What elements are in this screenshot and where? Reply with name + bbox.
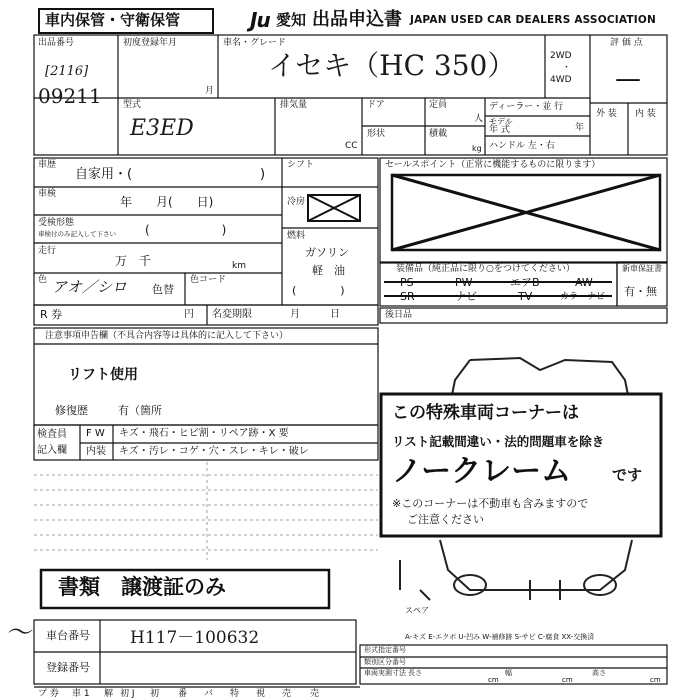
fuel-label: 燃料 [287, 231, 306, 241]
door-label: ドア [367, 100, 385, 110]
receipt-label: 受検形態 [38, 218, 75, 228]
inspection-label: 車検 [38, 189, 57, 199]
r-ticket-label: R 券 [40, 308, 63, 321]
model-label: 型式 [123, 100, 142, 110]
name-change-label: 名変期限 [212, 309, 252, 320]
repair-value: 有（箇所 [118, 404, 162, 417]
special-note1: ※このコーナーは不動車も含みますので [392, 497, 589, 510]
height-cm: cm [650, 676, 661, 684]
listing-number-large: 09211 [38, 84, 102, 108]
special-line3: ノークレーム [392, 454, 572, 489]
equipment-ps: PS [400, 276, 414, 289]
receipt-paren: ( ) [145, 223, 227, 237]
chassis-number-label: 車台番号 [46, 629, 90, 642]
spare-label: スペア [405, 606, 429, 615]
color-label: 色 [38, 275, 48, 285]
special-line2: リスト記載間違い・法的問題車を除き [392, 434, 605, 449]
model-year-sub: 年 式 [489, 125, 510, 135]
rating-exterior: 外 装 [596, 109, 617, 119]
equipment-airbag: エアB [510, 276, 540, 289]
first-reg-label: 初度登録年月 [123, 38, 178, 48]
width-label: 幅 [505, 669, 512, 677]
footer-cell: 番 [178, 689, 188, 699]
margin-mark: ～ [5, 618, 32, 648]
footer-cell: 初 J [120, 689, 135, 699]
color-value: アオ／シロ [52, 278, 127, 296]
equipment-pw: PW [455, 276, 473, 289]
association-name: JAPAN USED CAR DEALERS ASSOCIATION [410, 14, 656, 26]
org-name: 愛知 [276, 11, 307, 29]
drive-4wd: 4WD [550, 75, 572, 85]
repaint-label: 色替 [152, 283, 174, 296]
warranty-label: 新車保証書 [622, 264, 662, 273]
drive-dot: ・ [562, 63, 572, 73]
damage-legend: A-キズ E-エクボ U-凹み W-補修跡 S-サビ C-腐食 XX-交換済 [405, 633, 595, 641]
mileage-unit: km [232, 261, 246, 271]
fuel-paren: ( ) [292, 284, 345, 297]
height-label: 高さ [592, 669, 606, 677]
length-cm: cm [488, 676, 499, 684]
repair-label: 修復歴 [55, 404, 88, 417]
equipment-label: 装備品（純正品に限り○をつけてください） [396, 264, 575, 274]
footer-cell: バ [204, 689, 214, 699]
form-title: 出品申込書 [312, 9, 402, 30]
category-label: 類別区分番号 [364, 658, 406, 666]
color-code-label: 色コード [190, 275, 227, 285]
usage-label: 車歴 [38, 160, 57, 170]
notice-value: リフト使用 [68, 367, 138, 383]
shape-label: 形状 [367, 129, 386, 139]
fuel-diesel: 軽 油 [312, 264, 345, 277]
usage-close: ) [260, 167, 266, 182]
fw-items: キズ・飛石・ヒビ割・リペア跡・X 要 [119, 428, 289, 439]
special-note2: ご注意ください [407, 513, 484, 526]
ju-logo: Ju [250, 8, 270, 32]
equipment-color-navi: カラーナビ [560, 292, 606, 302]
displacement-unit: CC [345, 141, 358, 151]
equipment-navi: ナビ [455, 290, 477, 303]
displacement-label: 排気量 [280, 100, 308, 110]
width-cm: cm [562, 676, 573, 684]
dealer-label: ディーラー・並 行 [489, 102, 564, 112]
rating-interior: 内 装 [635, 109, 656, 119]
warranty-value: 有・無 [624, 285, 657, 298]
load-unit: kg [472, 144, 482, 153]
interior-items: キズ・汚レ・コゲ・穴・スレ・キレ・破レ [119, 446, 309, 457]
notice-label: 注意事項申告欄（不具合内容等は具体的に記入して下さい） [45, 331, 289, 341]
vehicle-name-label: 車名・グレード [223, 38, 287, 48]
load-label: 積載 [429, 129, 448, 139]
shift-label: シフト [287, 160, 315, 170]
drive-2wd: 2WD [550, 51, 572, 61]
footer-cell: 解 [104, 689, 114, 699]
special-line1: この特殊車両コーナーは [392, 403, 579, 423]
receipt-note: 車検付のみ記入して下さい [38, 230, 116, 238]
registration-label: 登録番号 [46, 661, 90, 674]
fuel-gas: ガソリン [305, 246, 349, 259]
first-reg-month-unit: 月 [205, 86, 215, 96]
cooler-label: 冷房 [287, 197, 306, 207]
shape-designation: 形式指定番号 [364, 646, 406, 654]
footer-cell: プ 券 [38, 689, 59, 699]
footer-cell: 売 [310, 689, 320, 699]
dims-label: 車両実測寸法 [364, 669, 406, 677]
inspector-label: 検査員 [37, 429, 67, 440]
listing-number-label: 出品番号 [38, 38, 75, 48]
rating-label: 評 価 点 [610, 38, 643, 48]
footer-cell: 視 [256, 689, 266, 699]
documents-label: 書類 譲渡証のみ [58, 575, 226, 599]
chassis-number-value: H117－100632 [130, 628, 260, 648]
footer-cell: 売 [282, 689, 292, 699]
equipment-tv: TV [518, 290, 533, 303]
inspection-value: 年 月( 日) [120, 195, 214, 209]
vehicle-name-value: イセキ（HC 350） [268, 49, 516, 82]
storage-label: 車内保管・守衛保管 [45, 11, 181, 29]
special-line3-suffix: です [612, 466, 643, 484]
rear-seat-label: 後日品 [385, 310, 413, 320]
listing-number-small: [2116] [45, 64, 89, 79]
r-ticket-unit: 円 [184, 309, 194, 320]
mileage-label: 走行 [38, 246, 57, 256]
handle-label: ハンドル 左・右 [489, 141, 555, 151]
name-change-value: 月 日 [290, 309, 340, 320]
model-year-unit: 年 [575, 123, 585, 133]
sales-points-label: セールスポイント（正常に機能するものに限ります） [385, 160, 601, 170]
equipment-sr: SR [400, 290, 415, 303]
footer-cell: 車 1 [72, 689, 90, 699]
mileage-value: 万 千 [115, 254, 152, 268]
footer-cell: 特 [230, 689, 240, 699]
inspector-sub: 記入欄 [37, 445, 67, 456]
model-year-label: モデル [489, 117, 513, 126]
usage-value: 自家用・( [75, 167, 133, 182]
length-label: 長さ [408, 669, 422, 677]
model-value: E3ED [130, 116, 194, 141]
footer-cell: 初 [150, 689, 160, 699]
capacity-label: 定員 [429, 100, 448, 110]
capacity-unit: 人 [474, 114, 484, 124]
rating-value: — [615, 64, 641, 94]
equipment-aw: AW [575, 276, 593, 289]
fw-label: F W [86, 428, 105, 439]
interior-label: 内装 [86, 446, 106, 457]
